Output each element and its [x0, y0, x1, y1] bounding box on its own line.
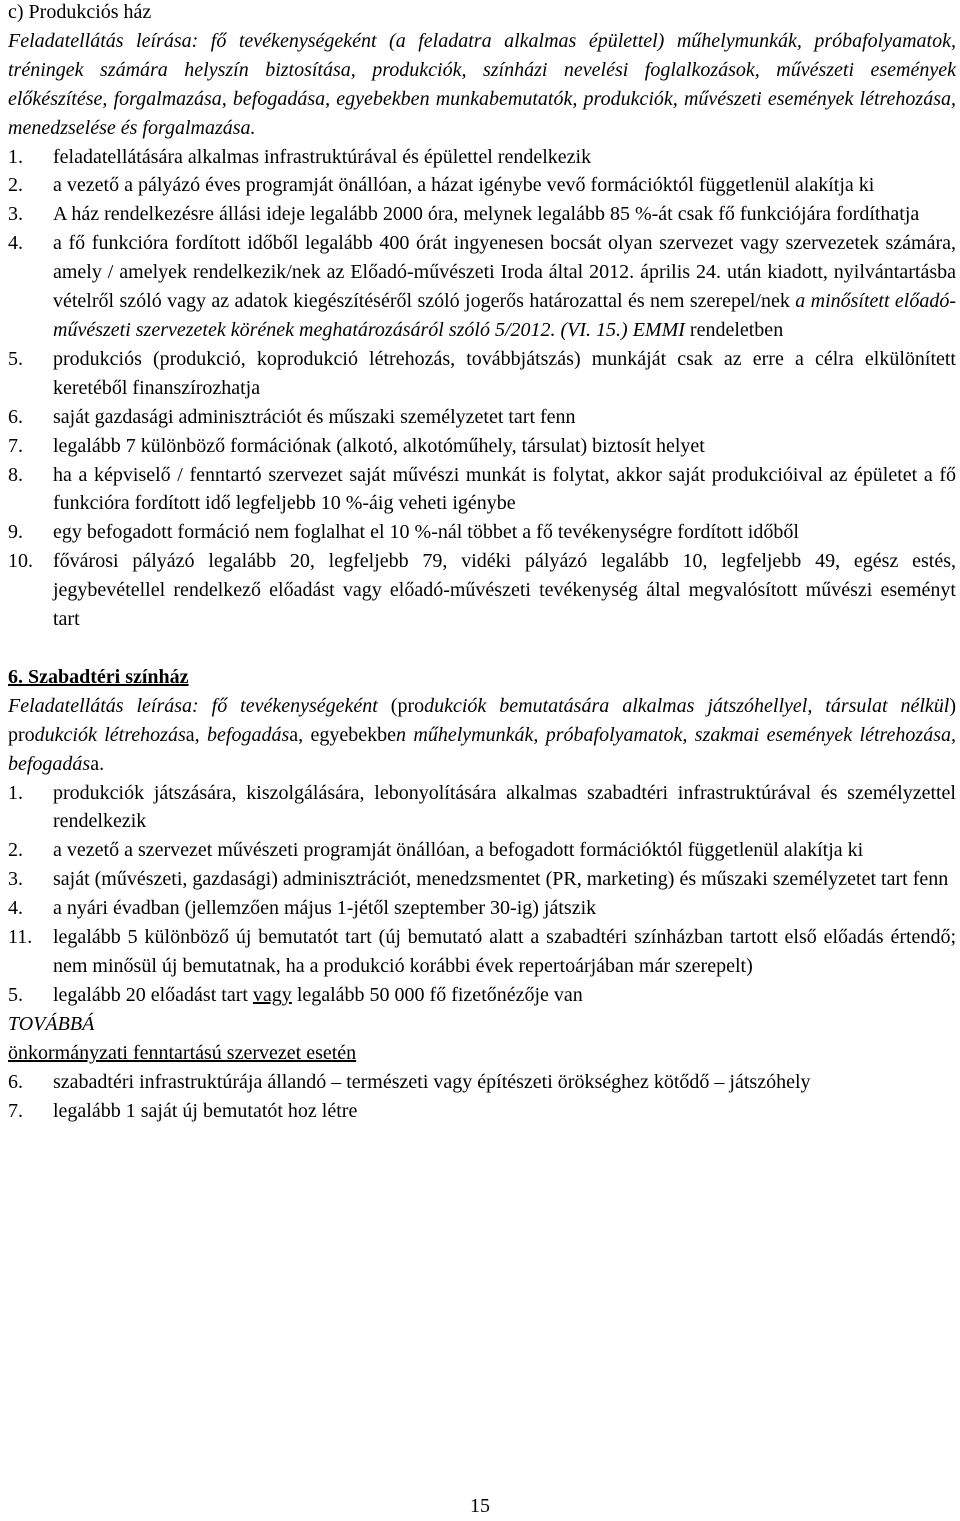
tovabba-label: TOVÁBBÁ [8, 1012, 95, 1035]
section-6-extra-list [8, 1068, 956, 1126]
list-item [8, 345, 956, 403]
item-text: saját (művészeti, gazdasági) adminisztrációt, menedzsmentet (PR, marketing) és műszaki személyzetet tart fenn [53, 868, 949, 891]
item-number: 4. [8, 897, 23, 920]
list-item [8, 1097, 956, 1126]
item-text: saját gazdasági adminisztrációt és műszaki személyzetet tart fenn [53, 405, 576, 428]
list-item [8, 779, 956, 837]
item-text: legalább 7 különböző formációnak (alkotó, alkotóműhely, társulat) biztosít helyet [53, 434, 705, 457]
intro-part-italic: dukciók bemutatására alkalmas játszóhellyel, társulat nélkül [424, 694, 950, 717]
onkormanyzati-label: önkormányzati fenntartású szervezet esetén [8, 1041, 357, 1064]
section-c-intro: Feladatellátás leírása: fő tevékenységeként (a feladatra alkalmas épülettel) műhelymunkák, próbafolyamatok, tréningek számára helyszín biztosítása, produkciók, színházi nevelési foglalkozások, művészeti események előkészítése, forgalmazása, befogadása, egyebekben munkabemutatók, produkciók, művészeti események létrehozása, menedzselése és forgalmazása. [8, 29, 956, 139]
section-spacer [8, 634, 956, 663]
item-number: 3. [8, 203, 23, 226]
item-number: 5. [8, 347, 23, 370]
list-item [8, 171, 956, 200]
list-item [8, 143, 956, 172]
list-item [8, 403, 956, 432]
list-item [8, 432, 956, 461]
intro-part: a. [90, 752, 105, 775]
underlined-word: vagy [252, 983, 292, 1006]
item-number: 6. [8, 1070, 23, 1093]
list-item [8, 229, 956, 345]
item-number: 8. [8, 463, 23, 486]
item-text [53, 981, 956, 1010]
list-item [8, 865, 956, 894]
item-text-plain-end: legalább 50 000 fő fizetőnézője van [291, 983, 583, 1006]
section-c-title: c) Produkciós ház [8, 1, 152, 23]
item-number: 7. [8, 1099, 23, 1122]
item-number: 6. [8, 405, 23, 428]
item-text: produkciós (produkció, koprodukció létrehozás, továbbjátszás) munkáját csak az erre a célra elkülönített keretéből finanszírozhatja [53, 347, 956, 399]
section-c-list [8, 143, 956, 634]
list-item [8, 518, 956, 547]
item-number: 4. [8, 232, 23, 255]
list-item [8, 981, 956, 1010]
item-text-plain-end: rendeletben [689, 318, 784, 341]
page-content [8, 0, 956, 1125]
item-text [53, 229, 956, 345]
intro-part-italic: n műhelymunkák, próbafolyamatok, szakmai események létrehozása, befogadás [8, 723, 956, 775]
item-number: 11. [8, 926, 33, 949]
list-item [8, 923, 956, 981]
list-item [8, 894, 956, 923]
intro-part: (pro [390, 694, 425, 717]
page-number: 15 [470, 1495, 490, 1517]
item-number: 2. [8, 174, 23, 197]
list-item [8, 200, 956, 229]
item-text: fővárosi pályázó legalább 20, legfeljebb 79, vidéki pályázó legalább 10, legfeljebb 49, egész estés, jegybevétellel rendelkező előadást vagy előadó-művészeti tevékenység által megvalósított művészi eseményt tart [53, 550, 956, 631]
item-text: a vezető a pályázó éves programját önállóan, a házat igénybe vevő formációktól függetlenül alakítja ki [53, 174, 875, 197]
list-item [8, 836, 956, 865]
item-text: a nyári évadban (jellemzően május 1-jétől szeptember 30-ig) játszik [53, 897, 597, 920]
item-text: legalább 5 különböző új bemutatót tart (új bemutató alatt a szabadtéri színházban tartott első előadás értendő; nem minősül új bemutatnak, ha a produkció korábbi évek repertoárjában már szerepelt) [53, 926, 956, 977]
item-text: ha a képviselő / fenntartó szervezet saját művészi munkát is folytat, akkor saját produkcióival az épületet a fő funkcióra fordított idő legfeljebb 10 %-áig veheti igénybe [53, 463, 956, 515]
item-number: 1. [8, 145, 23, 168]
item-text: produkciók játszására, kiszolgálására, lebonyolítására alkalmas szabadtéri infrastruktúrával és személyzettel rendelkezik [53, 781, 956, 833]
item-text: a vezető a szervezet művészeti programját önállóan, a befogadott formációktól függetlenül alakítja ki [53, 839, 864, 862]
list-item [8, 547, 956, 634]
item-number: 5. [8, 983, 23, 1006]
intro-part: a, egyebekbe [289, 723, 397, 746]
section-6-intro [8, 692, 956, 779]
item-number: 3. [8, 868, 23, 891]
item-text: legalább 1 saját új bemutatót hoz létre [53, 1099, 358, 1122]
item-text: feladatellátására alkalmas infrastruktúrával és épülettel rendelkezik [53, 145, 592, 168]
regulation-reference: a minősített előadó-művészeti szervezetek körének meghatározásáról szóló 5/2012. (VI. 15.) EMMI [53, 290, 957, 341]
section-6-title: 6. Szabadtéri színház [8, 665, 189, 688]
item-number: 9. [8, 521, 23, 544]
item-text: szabadtéri infrastruktúrája állandó – természeti vagy építészeti örökséghez kötődő – játszóhely [53, 1070, 811, 1093]
intro-label: Feladatellátás leírása: fő tevékenységeként [8, 694, 378, 717]
item-number: 10. [8, 550, 33, 573]
intro-part: ) pro [8, 694, 957, 746]
item-text: egy befogadott formáció nem foglalhat el 10 %-nál többet a fő tevékenységre fordított időből [53, 521, 799, 544]
intro-part: a, [185, 723, 208, 746]
item-number: 7. [8, 434, 23, 457]
item-number: 1. [8, 781, 23, 804]
section-6-list [8, 779, 956, 1010]
list-item [8, 1068, 956, 1097]
item-text: A ház rendelkezésre állási ideje legalább 2000 óra, melynek legalább 85 %-át csak fő funkciójára fordíthatja [53, 203, 920, 226]
item-text-plain: legalább 20 előadást tart [53, 983, 253, 1006]
list-item [8, 461, 956, 519]
item-text-plain: a fő funkcióra fordított időből legalább 400 órát ingyenesen bocsát olyan szervezet vagy szervezetek számára, amely / amelyek rendelkezik/nek az Előadó-művészeti Iroda által 2012. április 24. után kiadott, nyilvántartásba vételről szóló vagy az adatok kiegészítéséről szóló jogerős határozattal és nem szerepel/nek [53, 232, 956, 313]
item-number: 2. [8, 839, 23, 862]
intro-part-italic: dukciók létrehozás [34, 723, 186, 746]
intro-part-italic: befogadás [207, 723, 290, 746]
